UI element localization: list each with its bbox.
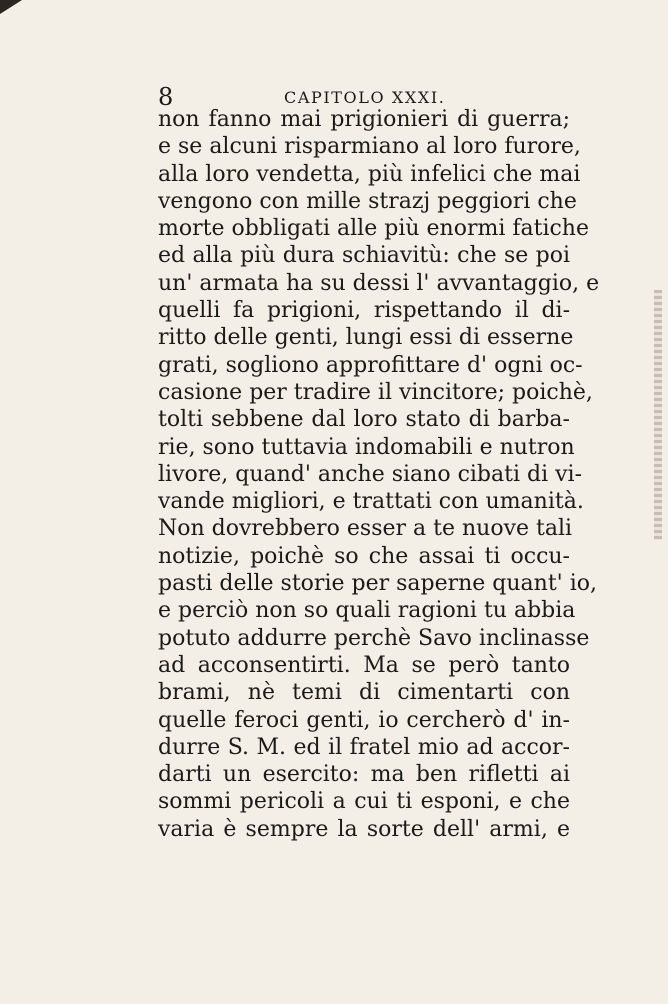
text-line: durre S. M. ed il fratel mio ad accor- (158, 734, 570, 760)
text-line: pasti delle storie per saperne quant' io, (158, 571, 598, 597)
corner-shadow (0, 0, 22, 14)
text-line: e se alcuni risparmiano al loro furore, (158, 134, 581, 160)
text-line: ed alla più dura schiavitù: che se poi (158, 243, 570, 269)
text-line: potuto addurre perchè Savo inclinasse (158, 625, 590, 651)
running-head: CAPITOLO XXXI. (284, 88, 446, 107)
text-line: un' armata ha su dessi l' avvantaggio, e (158, 270, 600, 296)
page-edge-shadow (654, 290, 662, 540)
body-text (158, 106, 600, 843)
text-line: non fanno mai prigionieri di guerra; (158, 107, 570, 132)
text-line: Non dovrebbero esser a te nuove tali (158, 516, 573, 542)
text-line: brami, nè temi di cimentarti con (158, 680, 570, 706)
text-line: ad acconsentirti. Ma se però tanto (158, 652, 570, 678)
text-line: e perciò non so quali ragioni tu abbia (158, 598, 576, 624)
text-line: casione per tradire il vincitore; poichè, (158, 379, 593, 405)
text-line: darti un esercito: ma ben rifletti ai (158, 762, 570, 788)
text-line: sommi pericoli a cui ti esponi, e che (158, 789, 570, 815)
text-line: vengono con mille strazj peggiori che (158, 188, 577, 214)
text-line: vande migliori, e trattati con umanità. (158, 489, 584, 515)
text-line: morte obbligati alle più enormi fatiche (158, 216, 589, 242)
text-line: quelli fa prigioni, rispettando il di- (158, 298, 570, 324)
text-line: tolti sebbene dal loro stato di barba- (158, 407, 570, 433)
text-line: ritto delle genti, lungi essi di esserne (158, 325, 574, 351)
text-line: livore, quand' anche siano cibati di vi- (158, 461, 583, 487)
text-line: alla loro vendetta, più infelici che mai (158, 161, 581, 187)
text-line: rie, sono tuttavia indomabili e nutron (158, 434, 575, 460)
text-line: notizie, poichè so che assai ti occu- (158, 543, 570, 569)
text-line: grati, sogliono approfittare d' ogni oc- (158, 352, 583, 378)
text-line: quelle feroci genti, io cercherò d' in- (158, 707, 570, 733)
text-line: varia è sempre la sorte dell' armi, e (158, 816, 570, 842)
page-number: 8 (158, 83, 174, 111)
